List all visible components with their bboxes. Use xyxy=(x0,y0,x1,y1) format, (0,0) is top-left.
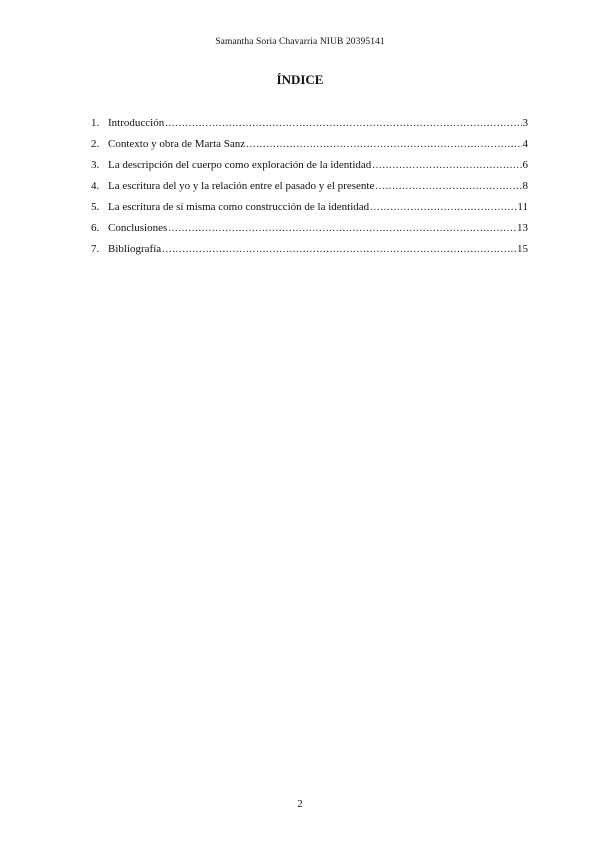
toc-entry-number: 3. xyxy=(91,159,100,171)
page-header: Samantha Soria Chavarria NIUB 20395141 xyxy=(215,37,385,47)
toc-entry-escritura-si-misma[interactable] xyxy=(91,197,528,218)
toc-dot-leader xyxy=(370,197,516,218)
toc-entry-number: 7. xyxy=(91,243,100,255)
toc-entry-escritura-yo[interactable] xyxy=(91,176,528,197)
toc-entry-number: 5. xyxy=(91,201,100,213)
toc-dot-leader xyxy=(246,134,521,155)
toc-entry-title: Conclusiones xyxy=(108,222,168,234)
toc-entry-page: 11 xyxy=(517,201,528,213)
toc-entry-title: Introducción xyxy=(108,117,165,129)
toc-dot-leader xyxy=(168,218,516,239)
toc-entry-page: 13 xyxy=(517,222,528,234)
toc-entry-number: 2. xyxy=(91,138,100,150)
toc-entry-title: La descripción del cuerpo como exploración de la identidad xyxy=(108,159,372,171)
toc-entry-conclusiones[interactable] xyxy=(91,218,528,239)
toc-title: ÍNDICE xyxy=(276,72,324,87)
toc-entry-title: La escritura del yo y la relación entre el pasado y el presente xyxy=(108,180,375,192)
toc-dot-leader xyxy=(165,113,521,134)
toc-entry-page: 3 xyxy=(522,117,528,129)
toc-entry-title: Bibliografía xyxy=(108,243,162,255)
toc-entry-contexto[interactable] xyxy=(91,134,528,155)
toc-entry-descripcion-cuerpo[interactable] xyxy=(91,155,528,176)
toc-entry-page: 8 xyxy=(522,180,528,192)
toc-entry-number: 1. xyxy=(91,117,100,129)
toc-entry-number: 4. xyxy=(91,180,100,192)
page-number: 2 xyxy=(297,798,303,810)
table-of-contents xyxy=(91,113,528,260)
toc-entry-number: 6. xyxy=(91,222,100,234)
toc-entry-title: Contexto y obra de Marta Sanz xyxy=(108,138,246,150)
toc-entry-page: 4 xyxy=(522,138,528,150)
toc-dot-leader xyxy=(372,155,521,176)
toc-dot-leader xyxy=(375,176,521,197)
toc-entry-page: 15 xyxy=(517,243,528,255)
toc-entry-bibliografia[interactable] xyxy=(91,239,528,260)
toc-entry-introduccion[interactable] xyxy=(91,113,528,134)
toc-entry-page: 6 xyxy=(522,159,528,171)
toc-dot-leader xyxy=(162,239,516,260)
toc-entry-title: La escritura de sí misma como construcción de la identidad xyxy=(108,201,370,213)
